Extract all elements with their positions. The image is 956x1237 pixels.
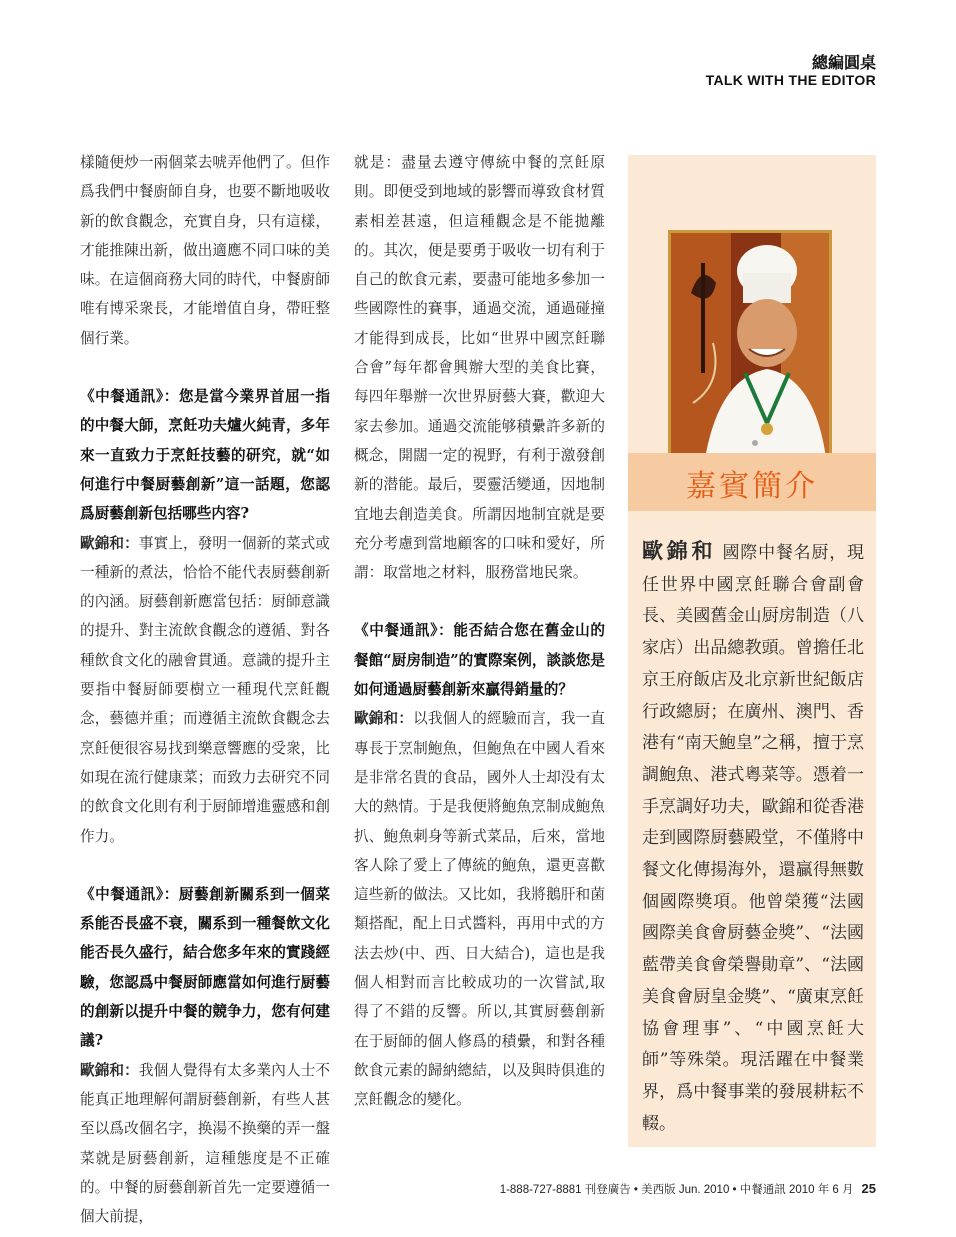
page-footer <box>500 1181 876 1197</box>
speaker-label: 歐錦和： <box>80 534 139 552</box>
question: 《中餐通訊》：您是當今業界首屈一指的中餐大師，烹飪功夫爐火純青，多年來一直致力于烹飪技藝的研究，就“如何進行中餐厨藝創新”這一話題，您認爲厨藝創新包括哪些内容? <box>80 388 330 523</box>
paragraph: 樣隨便炒一兩個菜去唬弄他們了。但作爲我們中餐廚師自身，也要不斷地吸收新的飲食觀念，充實自身，只有這樣，才能推陳出新，做出適應不同口味的美味。在這個商務大同的時代，中餐廚師唯有博采衆長，才能增值自身，帶旺整個行業。 <box>80 154 330 347</box>
question: 《中餐通訊》：能否結合您在舊金山的餐館“厨房制造”的實際案例，談談您是如何通過厨藝創新來贏得銷量的？ <box>354 622 605 699</box>
chef-portrait-image <box>671 233 829 489</box>
paragraph: 就是：盡量去遵守傳統中餐的烹飪原則。即便受到地域的影響而導致食材質素相差甚遠，但這種觀念是不能拋離的。其次，便是要勇于吸收一切有利于自己的飲食元素，要盡可能地多參加一些國際性的賽事，通過交流，通過碰撞才能得到成長，比如“世界中國烹飪聯合會”每年都會興辦大型的美食比賽，每四年舉辦一次世界厨藝大賽，歡迎大家去參加。通過交流能够積纍許多新的概念，開闊一定的視野，有利于激發創新的潜能。最后，要靈活變通，因地制宜地去創造美食。所謂因地制宜就是要充分考慮到當地顧客的口味和愛好，所謂：取當地之材料，服務當地民衆。 <box>354 154 605 582</box>
column-middle <box>354 148 605 1115</box>
guest-name: 歐錦和 <box>642 538 717 563</box>
answer-text: 事實上，發明一個新的菜式或一種新的煮法，恰恰不能代表厨藝創新的內涵。厨藝創新應當包括：厨師意識的提升、對主流飲食觀念的遵循、對各種飲食文化的融會貫通。意識的提升主要指中餐厨師要樹立一種現代烹飪觀念，藝德并重；而遵循主流飲食觀念去烹飪便很容易找到樂意響應的受衆，比如現在流行健康菜；而致力去研究不同的飲食文化則有利于厨師增進靈感和創作力。 <box>80 534 330 845</box>
answer <box>80 1056 330 1232</box>
profile-heading-band <box>628 453 876 511</box>
answer-text: 以我個人的經驗而言，我一直專長于烹制鮑魚，但鮑魚在中國人看來是非常名貴的食品，國外人士却没有太大的熱情。于是我便將鮑魚烹制成鮑魚扒、鮑魚刺身等新式菜品，后來，當地客人除了愛上了傳統的鮑魚，還更喜歡這些新的做法。又比如，我將鵝肝和菌類搭配，配上日式醬料，再用中式的方法去炒(中、西、日大結合)，這也是我個人相對而言比較成功的一次嘗試,取得了不錯的反響。所以,其實厨藝創新在于厨師的個人修爲的積纍，和對各種飲食元素的歸納總結，以及與時俱進的烹飪觀念的變化。 <box>354 710 605 1109</box>
speaker-label: 歐錦和： <box>354 710 414 728</box>
column-left <box>80 148 330 1231</box>
profile-bio <box>642 535 864 1140</box>
section-title-en: TALK WITH THE EDITOR <box>705 72 876 88</box>
section-title-cn: 總編圓桌 <box>811 53 876 72</box>
guest-profile-sidebar <box>628 155 876 1147</box>
speaker-label: 歐錦和： <box>80 1061 139 1079</box>
answer <box>80 529 330 851</box>
answer-text: 我個人覺得有太多業內人士不能真正地理解何謂厨藝創新，有些人甚至以爲改個名字，换湯不换藥的弄一盤菜就是厨藝創新，這種態度是不正確的。中餐的厨藝創新首先一定要遵循一個大前提， <box>80 1061 330 1226</box>
profile-heading: 嘉賓簡介 <box>686 469 818 504</box>
answer <box>354 704 605 1114</box>
question: 《中餐通訊》：厨藝創新關系到一個菜系能否長盛不衰，關系到一種餐飲文化能否長久盛行，結合您多年來的實踐經驗，您認爲中餐厨師應當如何進行厨藝的創新以提升中餐的競争力，您有何建議? <box>80 885 330 1050</box>
footer-text: 1-888-727-8881 刊登廣告 • 美西版 Jun. 2010 • 中餐通訊 2010 年 6 月 <box>499 1184 854 1196</box>
page-number: 25 <box>861 1181 876 1196</box>
bio-text: 國際中餐名厨，現任世界中國烹飪聯合會副會長、美國舊金山厨房制造（八家店）出品總教頭。曾擔任北京王府飯店及北京新世紀飯店行政總厨；在廣州、澳門、香港有“南天鮑皇”之稱，擅于烹調鮑魚、港式粵菜等。憑着一手烹調好功夫，歐錦和從香港走到國際厨藝殿堂，不僅將中餐文化傳揚海外，還贏得無數個國際獎項。他曾榮獲“法國國際美食會厨藝金獎”、“法國藍帶美食會榮譽勛章”、“法國美食會厨皇金獎”、“廣東烹飪協會理事”、“中國烹飪大師”等殊榮。現活躍在中餐業界，爲中餐事業的發展耕耘不輟。 <box>642 543 864 1134</box>
